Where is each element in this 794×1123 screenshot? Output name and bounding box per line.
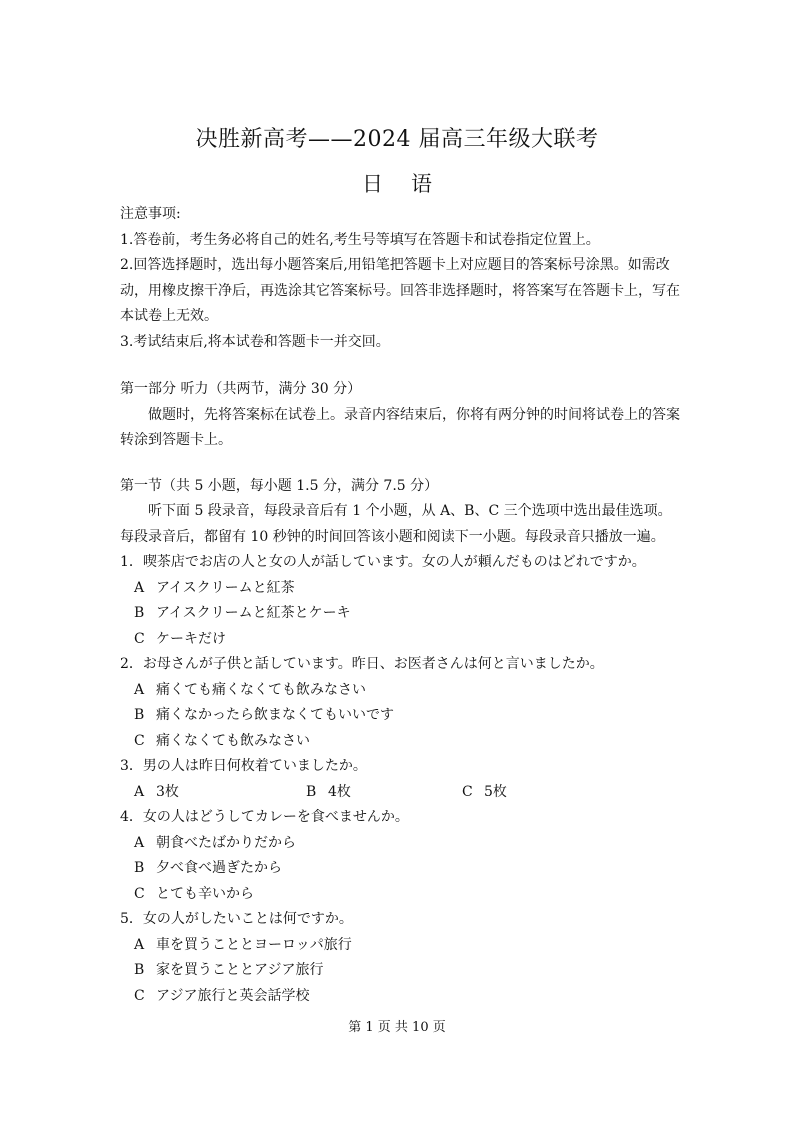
option-b: [306, 780, 462, 806]
option-letter: B: [134, 707, 145, 723]
option-text: アイスクリームと紅茶とケーキ: [156, 605, 351, 621]
option-letter: C: [134, 987, 145, 1004]
section1-block: [120, 474, 680, 551]
option-text: アイスクリームと紅茶: [156, 579, 295, 596]
option-text: 痛くても痛くなくても飲みなさい: [156, 681, 366, 698]
question-stem: 4．女の人はどうしてカレーを食べませんか。: [120, 809, 409, 825]
option-text: 夕べ食べ過ぎたから: [156, 860, 282, 876]
option-text: 痛くなかったら飲まなくてもいいです: [156, 707, 394, 723]
option-b: [120, 958, 680, 984]
page-number: 第 1 页 共 10 页: [348, 1020, 446, 1035]
option-b: [120, 601, 680, 627]
question-stem: 3．男の人は昨日何枚着ていましたか。: [120, 758, 367, 774]
option-text: ケーキだけ: [156, 630, 226, 647]
exam-content: [120, 202, 680, 1009]
option-text: アジア旅行と英会話学校: [156, 987, 310, 1004]
exam-subject: 日语: [362, 172, 460, 196]
section1-heading: 第一节（共 5 小题，每小题 1.5 分，满分 7.5 分）: [120, 477, 439, 494]
option-letter: A: [134, 834, 145, 851]
option-c: [120, 627, 680, 653]
question-1: [120, 550, 680, 652]
option-letter: C: [134, 885, 145, 902]
exam-title: 决胜新高考——2024 届高三年级大联考: [195, 127, 599, 152]
option-b: [120, 856, 680, 882]
part1-instruction: 做题时，先将答案标在试卷上。录音内容结束后，你将有两分钟的时间将试卷上的答案转涂到答题卡上。: [120, 406, 680, 448]
option-letter: B: [134, 860, 145, 876]
notice-item-2: 2.回答选择题时，选出每小题答案后,用铅笔把答题卡上对应题目的答案标号涂黑。如需改动，用橡皮擦干净后，再选涂其它答案标号。回答非选择题时，将答案写在答题卡上，写在本试卷上无效。: [120, 257, 680, 324]
option-letter: A: [134, 681, 145, 698]
option-text: とても辛いから: [156, 885, 254, 902]
option-letter: A: [134, 936, 145, 953]
question-5: [120, 907, 680, 1009]
option-letter: C: [134, 630, 145, 647]
option-a: [120, 933, 680, 959]
notice-block: [120, 202, 680, 355]
option-a: [120, 576, 680, 602]
option-c: [120, 882, 680, 908]
question-stem: 5．女の人がしたいことは何ですか。: [120, 911, 353, 927]
option-text: 5枚: [484, 783, 507, 800]
option-letter: B: [134, 605, 145, 621]
part1-heading: 第一部分 听力（共两节，满分 30 分）: [120, 381, 362, 397]
option-text: 痛くなくても飲みなさい: [156, 732, 310, 749]
part1-block: [120, 377, 680, 454]
option-letter: A: [134, 579, 145, 596]
option-text: 家を買うこととアジア旅行: [156, 962, 324, 978]
option-letter: C: [462, 783, 473, 800]
option-row: [120, 780, 680, 806]
option-a: [120, 831, 680, 857]
option-c: [462, 780, 507, 806]
notice-item-1: 1.答卷前，考生务必将自己的姓名,考生号等填写在答题卡和试卷指定位置上。: [120, 231, 600, 248]
section1-instruction: 听下面 5 段录音，每段录音后有 1 个小题，从 A、B、C 三个选项中选出最佳选项。每段录音后，都留有 10 秒钟的时间回答该小题和阅读下一小题。每段录音只播放一遍。: [120, 503, 672, 545]
notice-heading: 注意事项:: [120, 206, 181, 222]
option-letter: A: [134, 783, 145, 800]
option-a: [134, 780, 306, 806]
notice-item-3: 3.考试结束后,将本试卷和答题卡一并交回。: [120, 333, 390, 350]
option-b: [120, 703, 680, 729]
option-letter: B: [306, 783, 317, 800]
option-a: [120, 678, 680, 704]
option-text: 4枚: [328, 783, 351, 800]
option-letter: B: [134, 962, 145, 978]
option-letter: C: [134, 732, 145, 749]
question-stem: 1．喫茶店でお店の人と女の人が話しています。女の人が頼んだものはどれですか。: [120, 554, 646, 570]
question-2: [120, 652, 680, 754]
option-c: [120, 984, 680, 1010]
question-3: [120, 754, 680, 805]
option-text: 車を買うこととヨーロッパ旅行: [156, 936, 352, 953]
option-text: 朝食べたばかりだから: [156, 834, 296, 851]
question-4: [120, 805, 680, 907]
option-c: [120, 729, 680, 755]
question-stem: 2．お母さんが子供と話しています。昨日、お医者さんは何と言いましたか。: [120, 656, 604, 672]
option-text: 3枚: [156, 783, 179, 800]
